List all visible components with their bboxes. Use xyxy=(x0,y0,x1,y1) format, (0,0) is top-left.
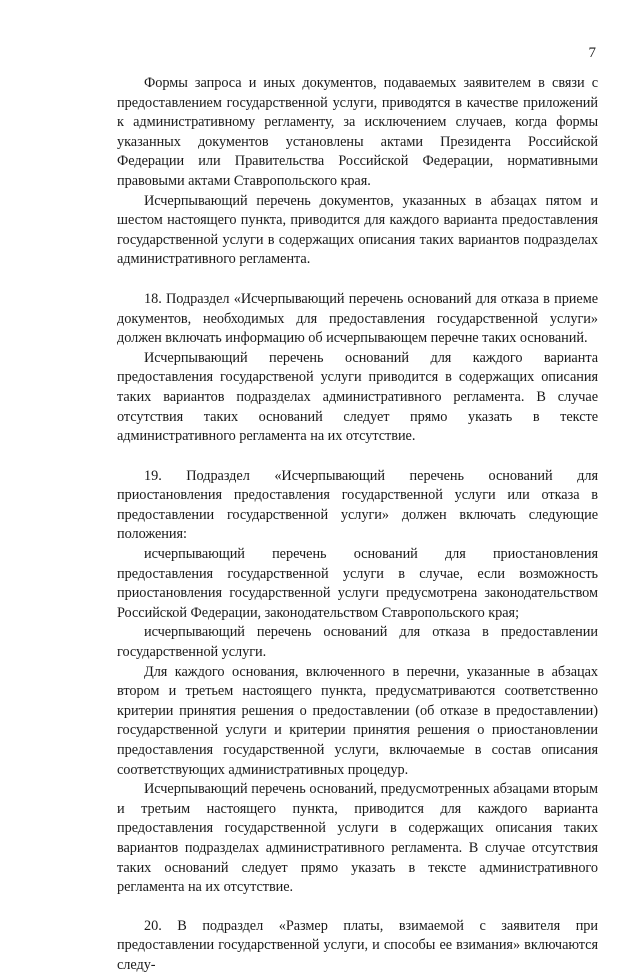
section-spacer xyxy=(117,270,598,290)
paragraph-refusal-grounds: Исчерпывающий перечень оснований для каждого варианта предоставления государственой услуги приводится в содержащих описания таких вариантов подразделах административного регламента. В случае отсутствия таких оснований следует прямо указать в тексте административного регламента на их отсутствие. xyxy=(117,349,598,445)
paragraph-criteria: Для каждого основания, включенного в перечни, указанные в абзацах втором и третьем настоящего пункта, предусматриваются соответственно критерии принятия решения о предоставлении (об отказе в предоставлении) государственной услуги и критерии принятия решения о приостановлении предоставления государственной услуги, включаемые в состав описания соответствующих административных процедур. xyxy=(117,663,598,778)
paragraph-refusal-list: исчерпывающий перечень оснований для отказа в предоставлении государственной услуги. xyxy=(117,624,598,661)
paragraph-documents-list: Исчерпывающий перечень документов, указанных в абзацах пятом и шестом настоящего пункта, приводится для каждого варианта предоставления государственной услуги в содержащих описания таких вариантов подразделах административного регламента. xyxy=(117,192,598,268)
section-spacer xyxy=(117,898,598,917)
paragraph-suspension-list: исчерпывающий перечень оснований для приостановления предоставления государственной услуги в случае, если возможность приостановления государственной услуги предусмотрена законодательством Российской Федерации, законодательством Ставропольского края; xyxy=(117,546,598,621)
paragraph-section-18: 18. Подраздел «Исчерпывающий перечень оснований для отказа в приеме документов, необходимых для предоставления государственной услуги» должен включать информацию об исчерпывающем перечне таких оснований. xyxy=(117,290,598,347)
paragraph-section-19: 19. Подраздел «Исчерпывающий перечень оснований для приостановления предоставления государственной услуги или отказа в предоставлении государственной услуги» должен включать следующие положения: xyxy=(117,467,598,543)
paragraph-section-20: 20. В подраздел «Размер платы, взимаемой с заявителя при предоставлении государственной услуги, и способы ее взимания» включаются следу- xyxy=(117,917,598,973)
page-number: 7 xyxy=(588,45,596,61)
section-spacer xyxy=(117,447,598,467)
paragraph-exhaustive-list: Исчерпывающий перечень оснований, предусмотренных абзацами вторым и третьим настоящего пункта, приводится для каждого варианта предоставления государственной услуги в содержащих описания таких вариантов подразделах административного регламента. В случае отсутствия таких оснований следует прямо указать в тексте административного регламента на их отсутствие. xyxy=(117,781,598,896)
document-body xyxy=(117,74,598,976)
paragraph-forms: Формы запроса и иных документов, подаваемых заявителем в связи с предоставлением государственной услуги, приводятся в качестве приложений к административному регламенту, за исключением случаев, когда формы указанных документов установлены актами Президента Российской Федерации или Правительства Российской Федерации, нормативными правовыми актами Ставропольского края. xyxy=(117,75,598,189)
